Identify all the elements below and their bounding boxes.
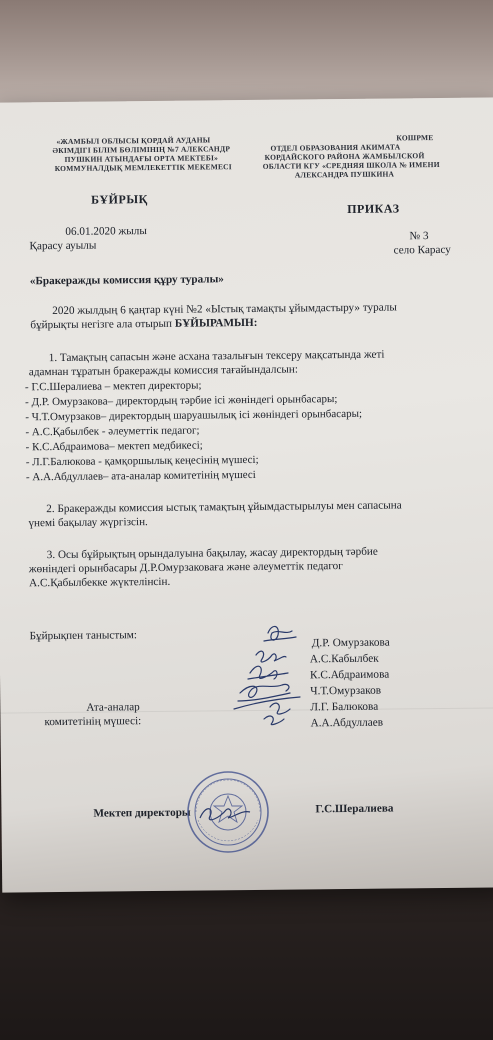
member-7: - А.А.Абдуллаев– ата-аналар комитетінің мүшесі bbox=[25, 468, 256, 484]
signatory-2: А.С.Кабылбек bbox=[309, 652, 379, 666]
preamble-line-1: 2020 жылдың 6 қаңтар күні №2 «Ыстық тамақты ұйымдастыру» туралы bbox=[52, 301, 397, 318]
preamble-order-word: БҰЙЫРАМЫН: bbox=[174, 316, 258, 330]
item3-line-1: 3. Осы бұйрықтың орындалуына бақылау, жасау директордың тәрбие bbox=[46, 545, 378, 562]
left-org-line-4: КОММУНАЛДЫҚ МЕМЛЕКЕТТІК МЕКЕМЕСІ bbox=[54, 162, 232, 174]
right-org-line-1: КОШРМЕ bbox=[396, 133, 434, 143]
item3-line-3: А.С.Қабылбекке жүктелінсін. bbox=[28, 575, 171, 590]
doc-place-kz: Қарасу ауылы bbox=[29, 239, 97, 253]
member-1: - Г.С.Шералиева – мектеп директоры; bbox=[24, 379, 202, 394]
item3-line-2: жөніндегі орынбасары Д.Р.Омурзаковаға және әлеуметтік педагог bbox=[28, 560, 343, 576]
signatory-4: Ч.Т.Омурзаков bbox=[310, 684, 382, 698]
item2-line-2: үнемі бақылау жүргізсін. bbox=[28, 516, 148, 530]
director-label: Мектеп директоры bbox=[93, 806, 191, 820]
item2-line-1: 2. Бракеражды комиссия ыстық тамақтың ұйымдастырылуы мен сапасына bbox=[46, 499, 402, 516]
doc-date: 06.01.2020 жылы bbox=[65, 225, 147, 238]
signatory-3: К.С.Абдраимова bbox=[309, 668, 390, 682]
parents-committee-line-2: комитетінің мүшесі: bbox=[44, 715, 142, 729]
doc-subject: «Бракеражды комиссия құру туралы» bbox=[29, 273, 224, 288]
signatory-5: Л.Г. Балюкова bbox=[310, 700, 379, 714]
doc-type-ru: ПРИКАЗ bbox=[347, 201, 400, 216]
right-org-line-5: АЛЕКСАНДРА ПУШКИНА bbox=[294, 169, 395, 180]
doc-place-ru: село Карасу bbox=[393, 243, 451, 257]
left-org-line-1: «ЖАМБЫЛ ОБЛЫСЫ ҚОРДАЙ АУДАНЫ bbox=[56, 135, 211, 146]
signatory-6: А.А.Абдуллаев bbox=[310, 716, 384, 730]
member-2: - Д.Р. Омурзакова– директордың тәрбие ісі жөніндегі орынбасары; bbox=[25, 393, 338, 409]
member-3: - Ч.Т.Омурзаков– директордың шаруашылық ісі жөніндегі орынбасары; bbox=[25, 407, 363, 424]
left-org-line-3: ПУШКИН АТЫНДАҒЫ ОРТА МЕКТЕБІ» bbox=[64, 153, 219, 164]
right-org-line-2: ОТДЕЛ ОБРАЗОВАНИЯ АКИМАТА bbox=[270, 142, 401, 153]
director-signature bbox=[196, 798, 256, 828]
member-6: - Л.Г.Балюкова - қамқоршылық кеңесінің мүшесі; bbox=[25, 453, 259, 469]
member-5: - К.С.Абдраимова– мектеп медбикесі; bbox=[25, 439, 203, 454]
item1-line-2: адамнан тұратын бракеражды комиссия тағайындалсын: bbox=[28, 363, 299, 379]
doc-type-kz: БҰЙРЫҚ bbox=[90, 192, 148, 207]
signatures-scribble bbox=[230, 615, 320, 735]
right-org-line-4: ОБЛАСТИ КГУ «СРЕДНЯЯ ШКОЛА № ИМЕНИ bbox=[262, 159, 440, 171]
acquainted-label: Бұйрықпен таныстым: bbox=[29, 629, 138, 643]
left-org-line-2: ӘКІМДІГІ БІЛІМ БӨЛІМІНІҢ №7 АЛЕКСАНДР bbox=[52, 144, 231, 156]
parents-committee-line-1: Ата-аналар bbox=[86, 701, 140, 714]
item1-line-1: 1. Тамақтың сапасын және асхана тазалығын тексеру мақсатында жеті bbox=[48, 348, 385, 365]
preamble-text: бұйрықты негізге ала отырып bbox=[30, 317, 173, 332]
preamble-line-2 bbox=[30, 317, 257, 332]
doc-number: № 3 bbox=[409, 230, 429, 243]
right-org-line-3: КОРДАЙСКОГО РАЙОНА ЖАМБЫЛСКОЙ bbox=[264, 151, 425, 162]
member-4: - А.С.Қабылбек - әлеуметтік педагог; bbox=[25, 424, 200, 439]
signatory-1: Д.Р. Омурзакова bbox=[311, 636, 390, 650]
director-name: Г.С.Шералиева bbox=[315, 802, 394, 816]
